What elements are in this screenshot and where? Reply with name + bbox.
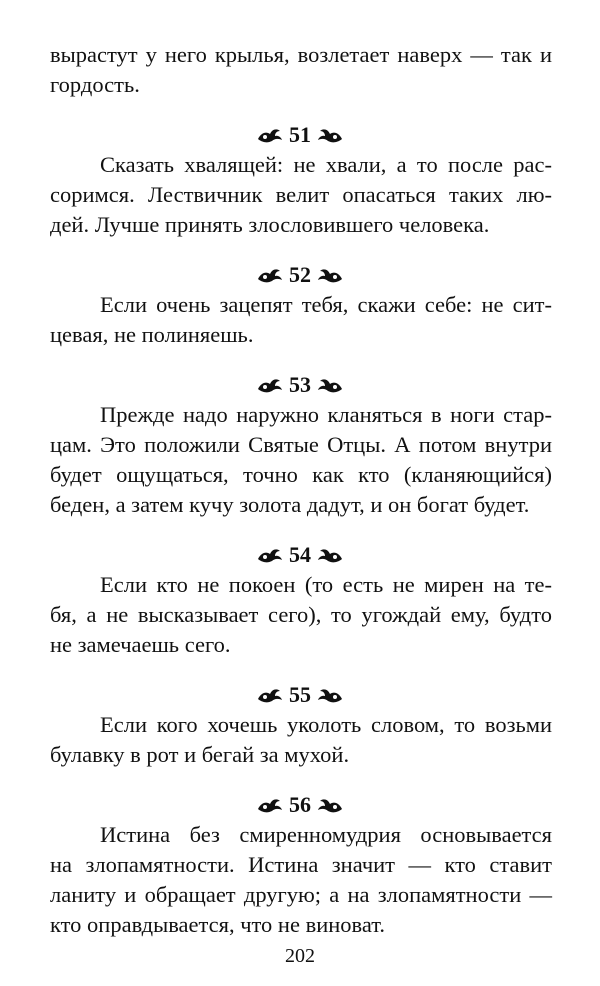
text-line: не замечаешь сего. — [50, 632, 231, 657]
ornament-right-icon — [317, 796, 343, 814]
section-heading — [0, 260, 600, 290]
text-line: Если кого хочешь уколоть словом, то возьми — [100, 712, 552, 737]
text-line: Если очень зацепят тебя, скажи себе: не сит- — [100, 292, 552, 317]
text-line: соримся. Лествичник велит опасаться таких лю- — [50, 182, 552, 207]
section-heading — [0, 120, 600, 150]
ornament-right-icon — [317, 376, 343, 394]
text-line: цам. Это положили Святые Отцы. А потом внутри — [50, 432, 552, 457]
page-number: 202 — [285, 945, 315, 967]
text-line: бя, а не высказывает сего), то угождай ему, будто — [50, 602, 552, 627]
section-number: 53 — [289, 372, 311, 397]
ornament-left-icon — [257, 796, 283, 814]
text-line: Истина без смиренномудрия основывается — [100, 822, 552, 847]
text-line: булавку в рот и бегай за мухой. — [50, 742, 350, 767]
ornament-left-icon — [257, 126, 283, 144]
text-line: дей. Лучше принять злословившего человека. — [50, 212, 490, 237]
ornament-left-icon — [257, 546, 283, 564]
ornament-left-icon — [257, 266, 283, 284]
text-line: вырастут у него крылья, возлетает наверх — так и — [50, 42, 552, 67]
text-line: Сказать хвалящей: не хвали, а то после рас- — [100, 152, 552, 177]
section-number: 51 — [289, 122, 311, 147]
section-number: 55 — [289, 682, 311, 707]
ornament-right-icon — [317, 126, 343, 144]
section-heading — [0, 680, 600, 710]
section-number: 56 — [289, 792, 311, 817]
text-line: цевая, не полиняешь. — [50, 322, 254, 347]
text-line: кто оправдывается, что не виноват. — [50, 912, 386, 937]
section-heading — [0, 790, 600, 820]
ornament-left-icon — [257, 376, 283, 394]
text-line: на злопамятности. Истина значит — кто ставит — [50, 852, 552, 877]
ornament-right-icon — [317, 266, 343, 284]
section-heading — [0, 370, 600, 400]
ornament-left-icon — [257, 686, 283, 704]
section-number: 52 — [289, 262, 311, 287]
text-line: беден, а затем кучу золота дадут, и он богат будет. — [50, 492, 530, 517]
ornament-right-icon — [317, 546, 343, 564]
section-number: 54 — [289, 542, 311, 567]
text-line: будет ощущаться, точно как кто (кланяющийся) — [50, 462, 552, 487]
text-line: Прежде надо наружно кланяться в ноги стар- — [100, 402, 552, 427]
text-line: Если кто не покоен (то есть не мирен на те- — [100, 572, 552, 597]
ornament-right-icon — [317, 686, 343, 704]
text-line: гордость. — [50, 72, 140, 97]
section-heading — [0, 540, 600, 570]
text-line: ланиту и обращает другую; а на злопамятности — — [50, 882, 552, 907]
